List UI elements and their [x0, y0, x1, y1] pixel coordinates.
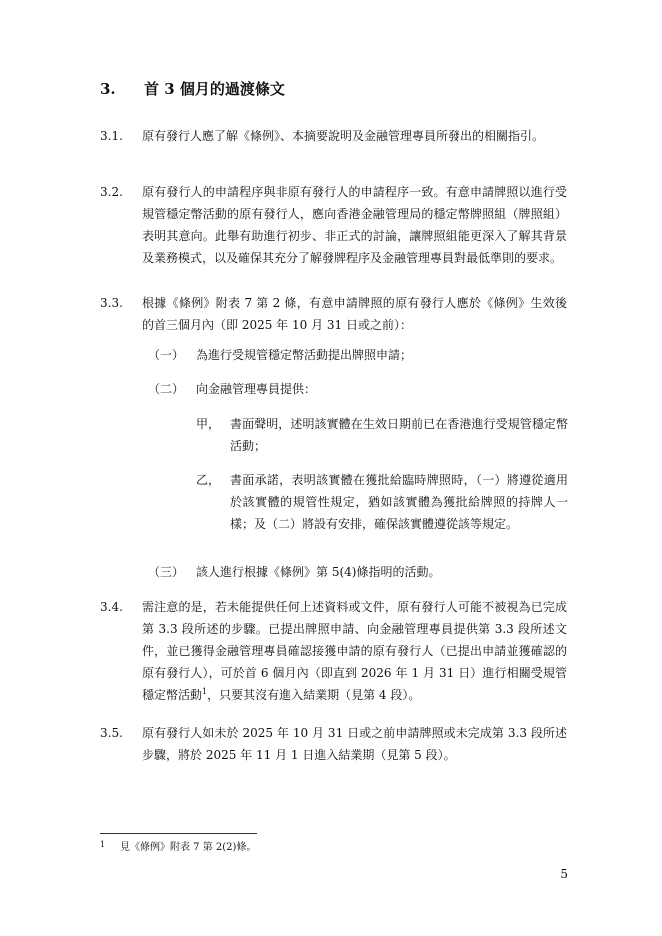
footnote-divider: [100, 833, 257, 834]
paragraph-3-5: [100, 722, 570, 766]
paragraph-3-3: [100, 292, 570, 336]
paragraph-number: 3.4.: [100, 600, 123, 614]
footnote-text: 見《條例》附表 7 第 2(2)條。: [120, 842, 257, 853]
list-item-label: （二）: [148, 382, 185, 396]
section-number: 3.: [100, 80, 116, 98]
sub-item-text: 書面承諾，表明該實體在獲批給臨時牌照時，（一）將遵從適用於該實體的規管性規定，猶如該實體為獲批給牌照的持牌人一樣；及（二）將設有安排，確保該實體遵從該等規定。: [230, 473, 568, 531]
paragraph-text-part: 需注意的是，若未能提供任何上述資料或文件，原有發行人可能不被視為已完成第 3.3 段所述的步驟。已提出牌照申請、向金融管理專員提供第 3.3 段所述文件，並已獲得金融管理專員確認接獲申請的原有發行人（已提出申請並獲確認的原有發行人），可於首 6 個月內（即直到 2026 年 1 月 31 日）進行相關受規管穩定幣活動: [142, 600, 567, 702]
section-heading: [100, 79, 570, 103]
list-item-text: 向金融管理專員提供：: [196, 382, 317, 396]
footnote-mark: 1: [100, 840, 106, 849]
footnote: [100, 840, 570, 858]
page-number: 5: [560, 867, 568, 881]
paragraph-number: 3.3.: [100, 296, 123, 310]
list-item-text: 該人進行根據《條例》第 5(4)條指明的活動。: [196, 565, 441, 579]
section-title: 首 3 個月的過渡條文: [144, 80, 285, 98]
paragraph-text: 根據《條例》附表 7 第 2 條，有意申請牌照的原有發行人應於《條例》生效後的首三個月內（即 2025 年 10 月 31 日或之前）：: [142, 296, 567, 332]
paragraph-text-part: ，只要其沒有進入結業期（見第 4 段）。: [207, 688, 421, 702]
paragraph-text: 原有發行人如未於 2025 年 10 月 31 日或之前申請牌照或未完成第 3.3 段所述步驟，將於 2025 年 11 月 1 日進入結業期（見第 5 段）。: [142, 726, 567, 762]
footnote-reference[interactable]: 1: [202, 687, 208, 696]
paragraph-number: 3.1.: [100, 129, 123, 143]
sub-item-label: 乙，: [196, 473, 221, 487]
list-item-label: （三）: [148, 565, 185, 579]
paragraph-text: 原有發行人的申請程序與非原有發行人的申請程序一致。有意申請牌照以進行受規管穩定幣活動的原有發行人，應向香港金融管理局的穩定幣牌照組（牌照組）表明其意向。此舉有助進行初步、非正式的討論，讓牌照組能更深入了解其背景及業務模式，以及確保其充分了解發牌程序及金融管理專員對最低準則的要求。: [142, 185, 567, 265]
paragraph-number: 3.2.: [100, 185, 123, 199]
list-item-text: 為進行受規管穩定幣活動提出牌照申請；: [196, 348, 413, 362]
paragraph-3-2: [100, 181, 570, 291]
paragraph-number: 3.5.: [100, 726, 123, 740]
paragraph-text: [142, 596, 567, 706]
paragraph-text: 原有發行人應了解《條例》、本摘要說明及金融管理專員所發出的相關指引。: [142, 129, 545, 143]
sub-item-label: 甲，: [196, 417, 221, 431]
sub-item-text: 書面聲明，述明該實體在生效日期前已在香港進行受規管穩定幣活動；: [230, 417, 568, 453]
paragraph-3-4: [100, 596, 570, 706]
paragraph-3-1: [100, 125, 570, 169]
list-item-label: （一）: [148, 348, 185, 362]
